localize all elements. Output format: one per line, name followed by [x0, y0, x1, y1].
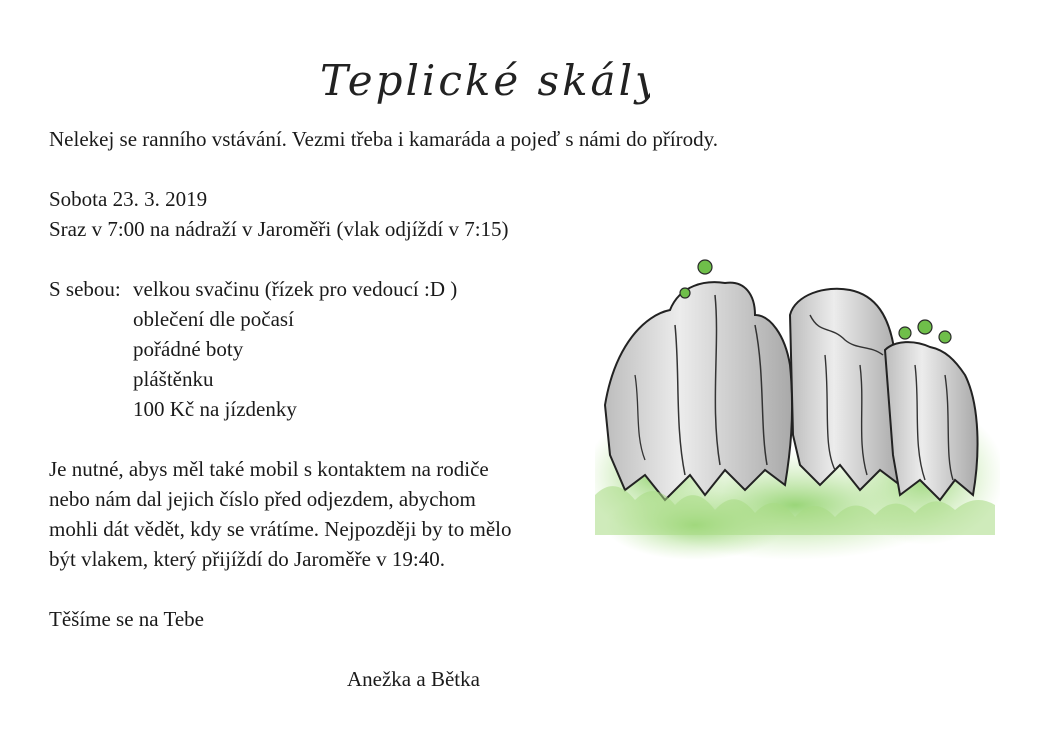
- greeting: Těšíme se na Tebe: [49, 607, 204, 631]
- meeting-info: Sraz v 7:00 na nádraží v Jaroměři (vlak odjíždí v 7:15): [49, 217, 509, 241]
- bring-list: [133, 304, 297, 424]
- bring-item: oblečení dle počasí: [133, 307, 294, 331]
- bring-label: S sebou:: [49, 277, 121, 301]
- note-line: nebo nám dal jejich číslo před odjezdem, abychom: [49, 487, 476, 511]
- note-line: mohli dát vědět, kdy se vrátíme. Nejpozději by to mělo: [49, 517, 512, 541]
- bring-item: 100 Kč na jízdenky: [133, 397, 297, 421]
- note-line: Je nutné, abys měl také mobil s kontaktem na rodiče: [49, 457, 489, 481]
- handwritten-title: [310, 40, 650, 120]
- title-text: Teplické skály!: [320, 56, 650, 105]
- intro-text: Nelekej se ranního vstávání. Vezmi třeba i kamaráda a pojeď s námi do přírody.: [49, 127, 719, 151]
- bring-item: velkou svačinu (řízek pro vedoucí :D ): [133, 277, 458, 301]
- note-line: být vlakem, který přijíždí do Jaroměře v 19:40.: [49, 547, 445, 571]
- rock-towers-illustration: [595, 255, 1000, 560]
- event-date: Sobota 23. 3. 2019: [49, 187, 208, 211]
- contact-note: [49, 454, 564, 574]
- bring-item: pořádné boty: [133, 337, 244, 361]
- bring-item: pláštěnku: [133, 367, 214, 391]
- signature: Anežka a Bětka: [347, 667, 480, 691]
